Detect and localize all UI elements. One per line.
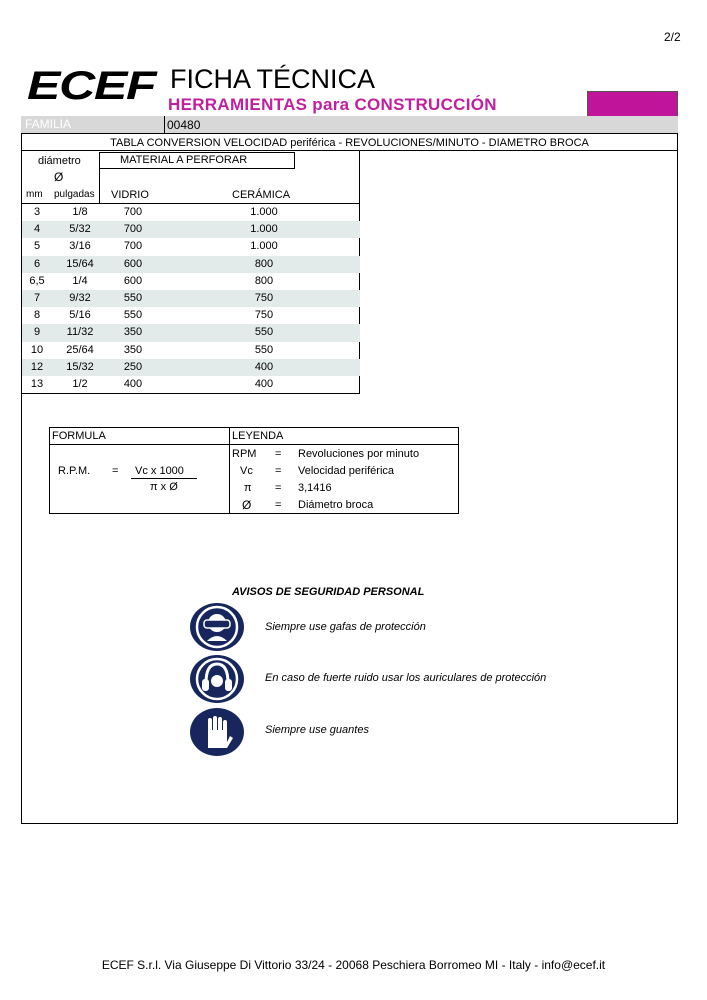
diameter-header: diámetro [38,155,81,167]
cell-pulgadas: 1/8 [72,206,88,218]
diameter-symbol: Ø [54,170,64,184]
formula-header-rule [49,444,459,445]
table-row [22,221,360,238]
legend-header: LEYENDA [232,430,284,442]
familia-divider [164,116,165,134]
table-row [22,290,360,307]
legend-equals: = [275,499,282,511]
formula-divider [229,427,230,514]
cell-pulgadas: 15/64 [66,257,94,270]
table-row [22,204,360,221]
safety-text: En caso de fuerte ruido usar los auriculares de protección [265,672,547,684]
accent-block [587,91,678,117]
table-caption: TABLA CONVERSION VELOCIDAD periférica - REVOLUCIONES/MINUTO - DIAMETRO BROCA [21,135,678,151]
familia-label: FAMILIA [25,117,72,131]
formula-header: FORMULA [52,430,106,442]
cell-ceramica: 800 [254,257,274,270]
footer: ECEF S.r.l. Via Giuseppe Di Vittorio 33/24 - 20068 Peschiera Borromeo MI - Italy - info@ecef.it [101,958,606,972]
cell-mm: 10 [30,343,44,356]
formula-numerator: Vc x 1000 [135,465,184,477]
column-header-pulgadas: pulgadas [54,189,95,200]
cell-pulgadas: 1/4 [72,274,88,287]
column-header-mm: mm [26,189,43,200]
familia-row [21,116,678,134]
table-row [22,324,360,341]
legend-equals: = [275,482,282,494]
cell-vidrio: 700 [123,223,143,236]
safety-text: Siempre use guantes [265,724,369,736]
cell-vidrio: 550 [123,309,143,322]
cell-vidrio: 400 [123,377,143,390]
cell-mm: 9 [33,326,41,339]
safety-title: AVISOS DE SEGURIDAD PERSONAL [232,586,425,598]
table-row [22,238,360,255]
legend-description: Diámetro broca [298,499,374,511]
cell-ceramica: 1.000 [250,240,278,253]
cell-ceramica: 750 [254,309,274,322]
cell-pulgadas: 15/32 [66,360,94,373]
familia-value: 00480 [167,118,201,132]
cell-vidrio: 350 [123,326,143,339]
cell-ceramica: 1.000 [250,223,278,236]
fraction-bar [131,478,197,479]
cell-pulgadas: 9/32 [69,291,91,304]
table-row [22,359,360,376]
cell-pulgadas: 5/16 [69,309,91,322]
cell-pulgadas: 1/2 [72,377,88,390]
formula-denominator: π x Ø [150,481,178,493]
cell-vidrio: 350 [123,343,143,356]
page-number: 2/2 [664,30,681,44]
legend-description: Revoluciones por minuto [298,448,420,460]
cell-ceramica: 400 [254,360,274,373]
cell-mm: 5 [33,240,41,253]
table-row [22,342,360,359]
material-header: MATERIAL A PERFORAR [99,152,295,169]
cell-ceramica: 550 [254,343,274,356]
legend-description: 3,1416 [298,482,332,494]
safety-text: Siempre use gafas de protección [265,621,426,633]
cell-vidrio: 700 [123,240,143,253]
cell-vidrio: 550 [123,291,143,304]
legend-symbol: Ø [242,498,252,512]
cell-mm: 6,5 [29,274,45,287]
table-row [22,307,360,324]
cell-ceramica: 750 [254,291,274,304]
ecef-logo: ECEF [27,64,156,108]
legend-equals: = [275,465,282,477]
legend-description: Velocidad periférica [298,465,395,477]
table-row [22,376,360,393]
cell-mm: 6 [33,257,41,270]
formula-equals: = [112,465,119,477]
page-subtitle: HERRAMIENTAS para CONSTRUCCIÓN [168,95,497,114]
cell-vidrio: 250 [123,360,143,373]
legend-symbol: RPM [232,448,257,460]
table-row [22,256,360,273]
cell-vidrio: 600 [123,257,143,270]
legend-equals: = [275,448,282,460]
cell-ceramica: 1.000 [250,206,278,218]
cell-pulgadas: 25/64 [66,343,94,356]
cell-mm: 3 [33,206,41,218]
cell-vidrio: 600 [123,274,143,287]
cell-ceramica: 550 [254,326,274,339]
cell-mm: 4 [33,223,41,236]
safety-goggles-icon [190,603,244,651]
column-header-vidrio: VIDRIO [111,189,149,201]
page-title: FICHA TÉCNICA [170,64,376,94]
cell-ceramica: 400 [254,377,274,390]
gloves-icon [190,708,244,756]
table-body [22,204,360,393]
column-header-ceramica: CERÁMICA [232,189,291,201]
cell-pulgadas: 11/32 [66,326,94,339]
legend-symbol: Vc [240,465,253,477]
table-row [22,273,360,290]
cell-pulgadas: 3/16 [69,240,91,253]
cell-mm: 7 [33,291,41,304]
formula-lhs: R.P.M. [58,465,91,477]
legend-symbol: π [244,482,252,494]
cell-vidrio: 700 [123,206,143,218]
cell-ceramica: 800 [254,274,274,287]
cell-mm: 12 [30,360,44,373]
cell-mm: 8 [33,309,41,322]
cell-pulgadas: 5/32 [69,223,91,236]
cell-mm: 13 [30,377,44,390]
ear-protection-icon [190,655,244,703]
